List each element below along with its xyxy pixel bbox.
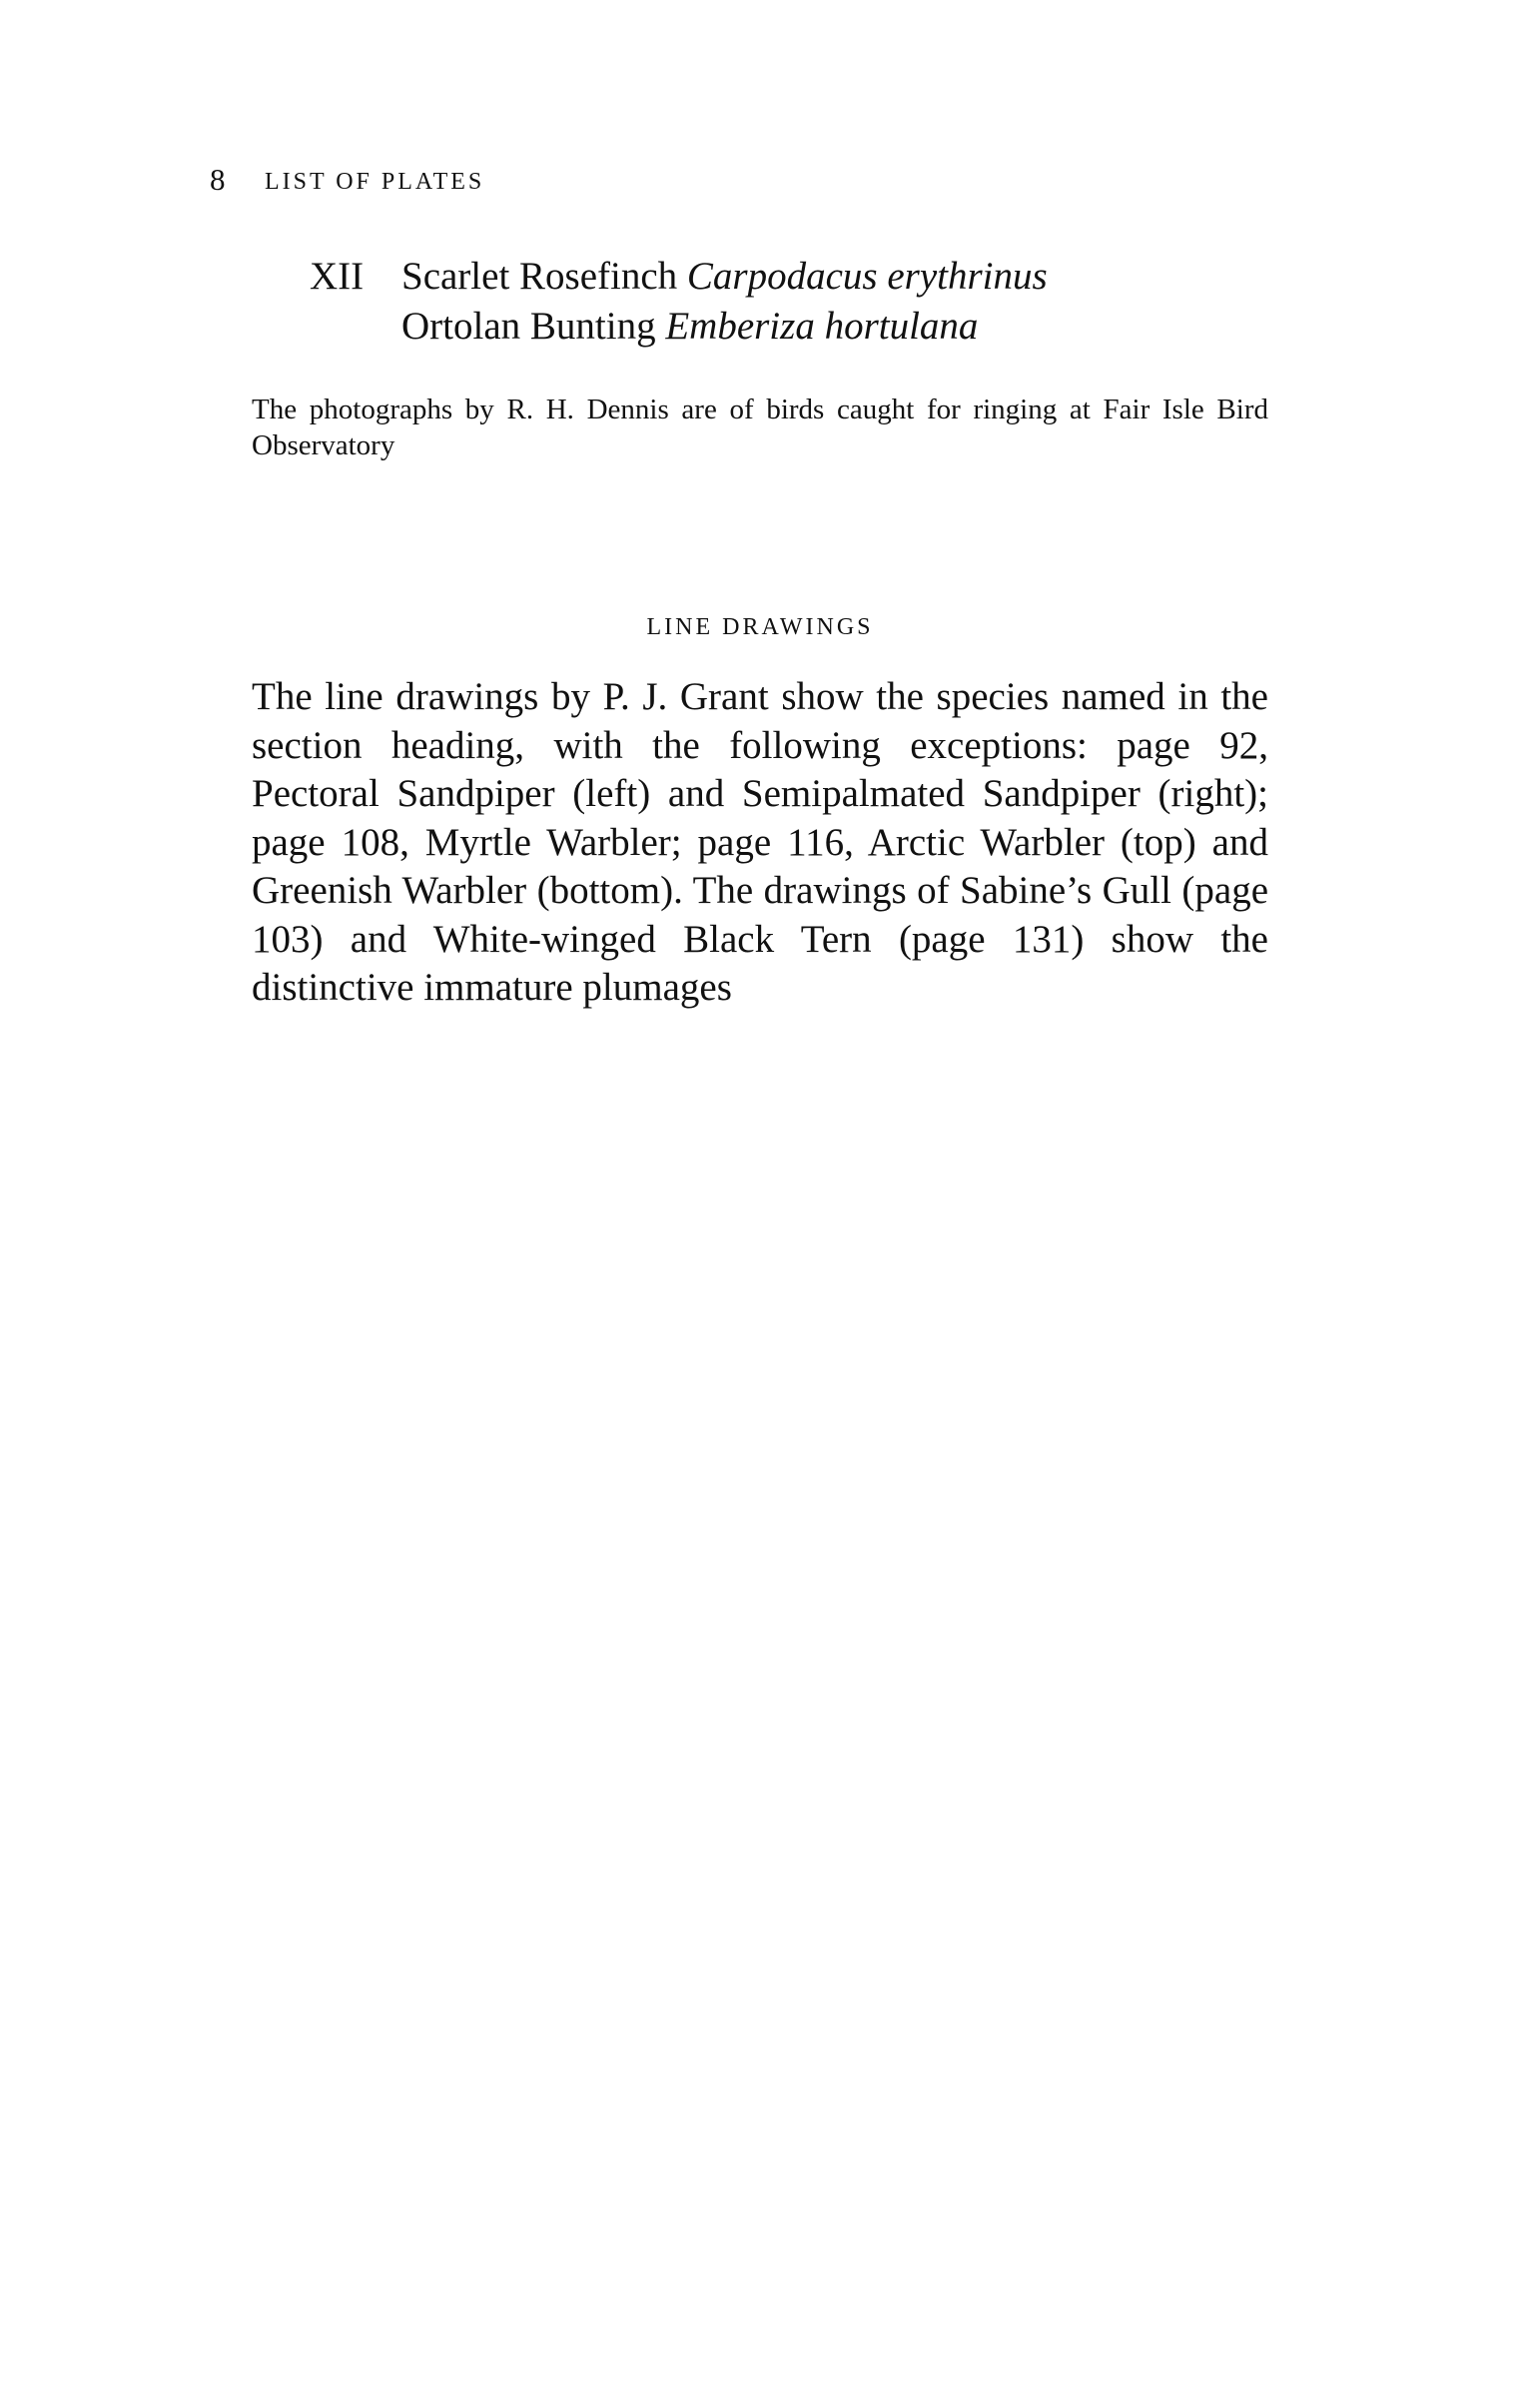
species-latin-name: Carpodacus erythrinus: [686, 255, 1048, 298]
page-number: 8: [210, 162, 226, 197]
plate-species-line: [401, 302, 1200, 352]
plate-species-line: [401, 252, 1200, 302]
species-latin-name: Emberiza hortulana: [665, 305, 979, 348]
section-heading: LINE DRAWINGS: [646, 614, 874, 640]
species-common-name: Scarlet Rosefinch: [401, 255, 678, 298]
plate-species-list: [401, 252, 1200, 352]
line-drawings-paragraph: The line drawings by P. J. Grant show the species named in the section heading, with the following exceptions: page 92, Pectoral Sandpiper (left) and Semipalmated Sandpiper (right); page 108, Myrtle Warbler; page 116, Arctic Warbler (top) and Greenish Warbler (bottom). The drawings of Sabine’s Gull (page 103) and White-winged Black Tern (page 131) show the distinctive immature plumages: [252, 675, 1268, 1009]
plate-numeral: XII: [310, 255, 365, 298]
species-common-name: Ortolan Bunting: [401, 305, 656, 348]
photo-credit-note: The photographs by R. H. Dennis are of birds caught for ringing at Fair Isle Bird Observatory: [252, 394, 1268, 461]
running-head: LIST OF PLATES: [265, 169, 485, 195]
